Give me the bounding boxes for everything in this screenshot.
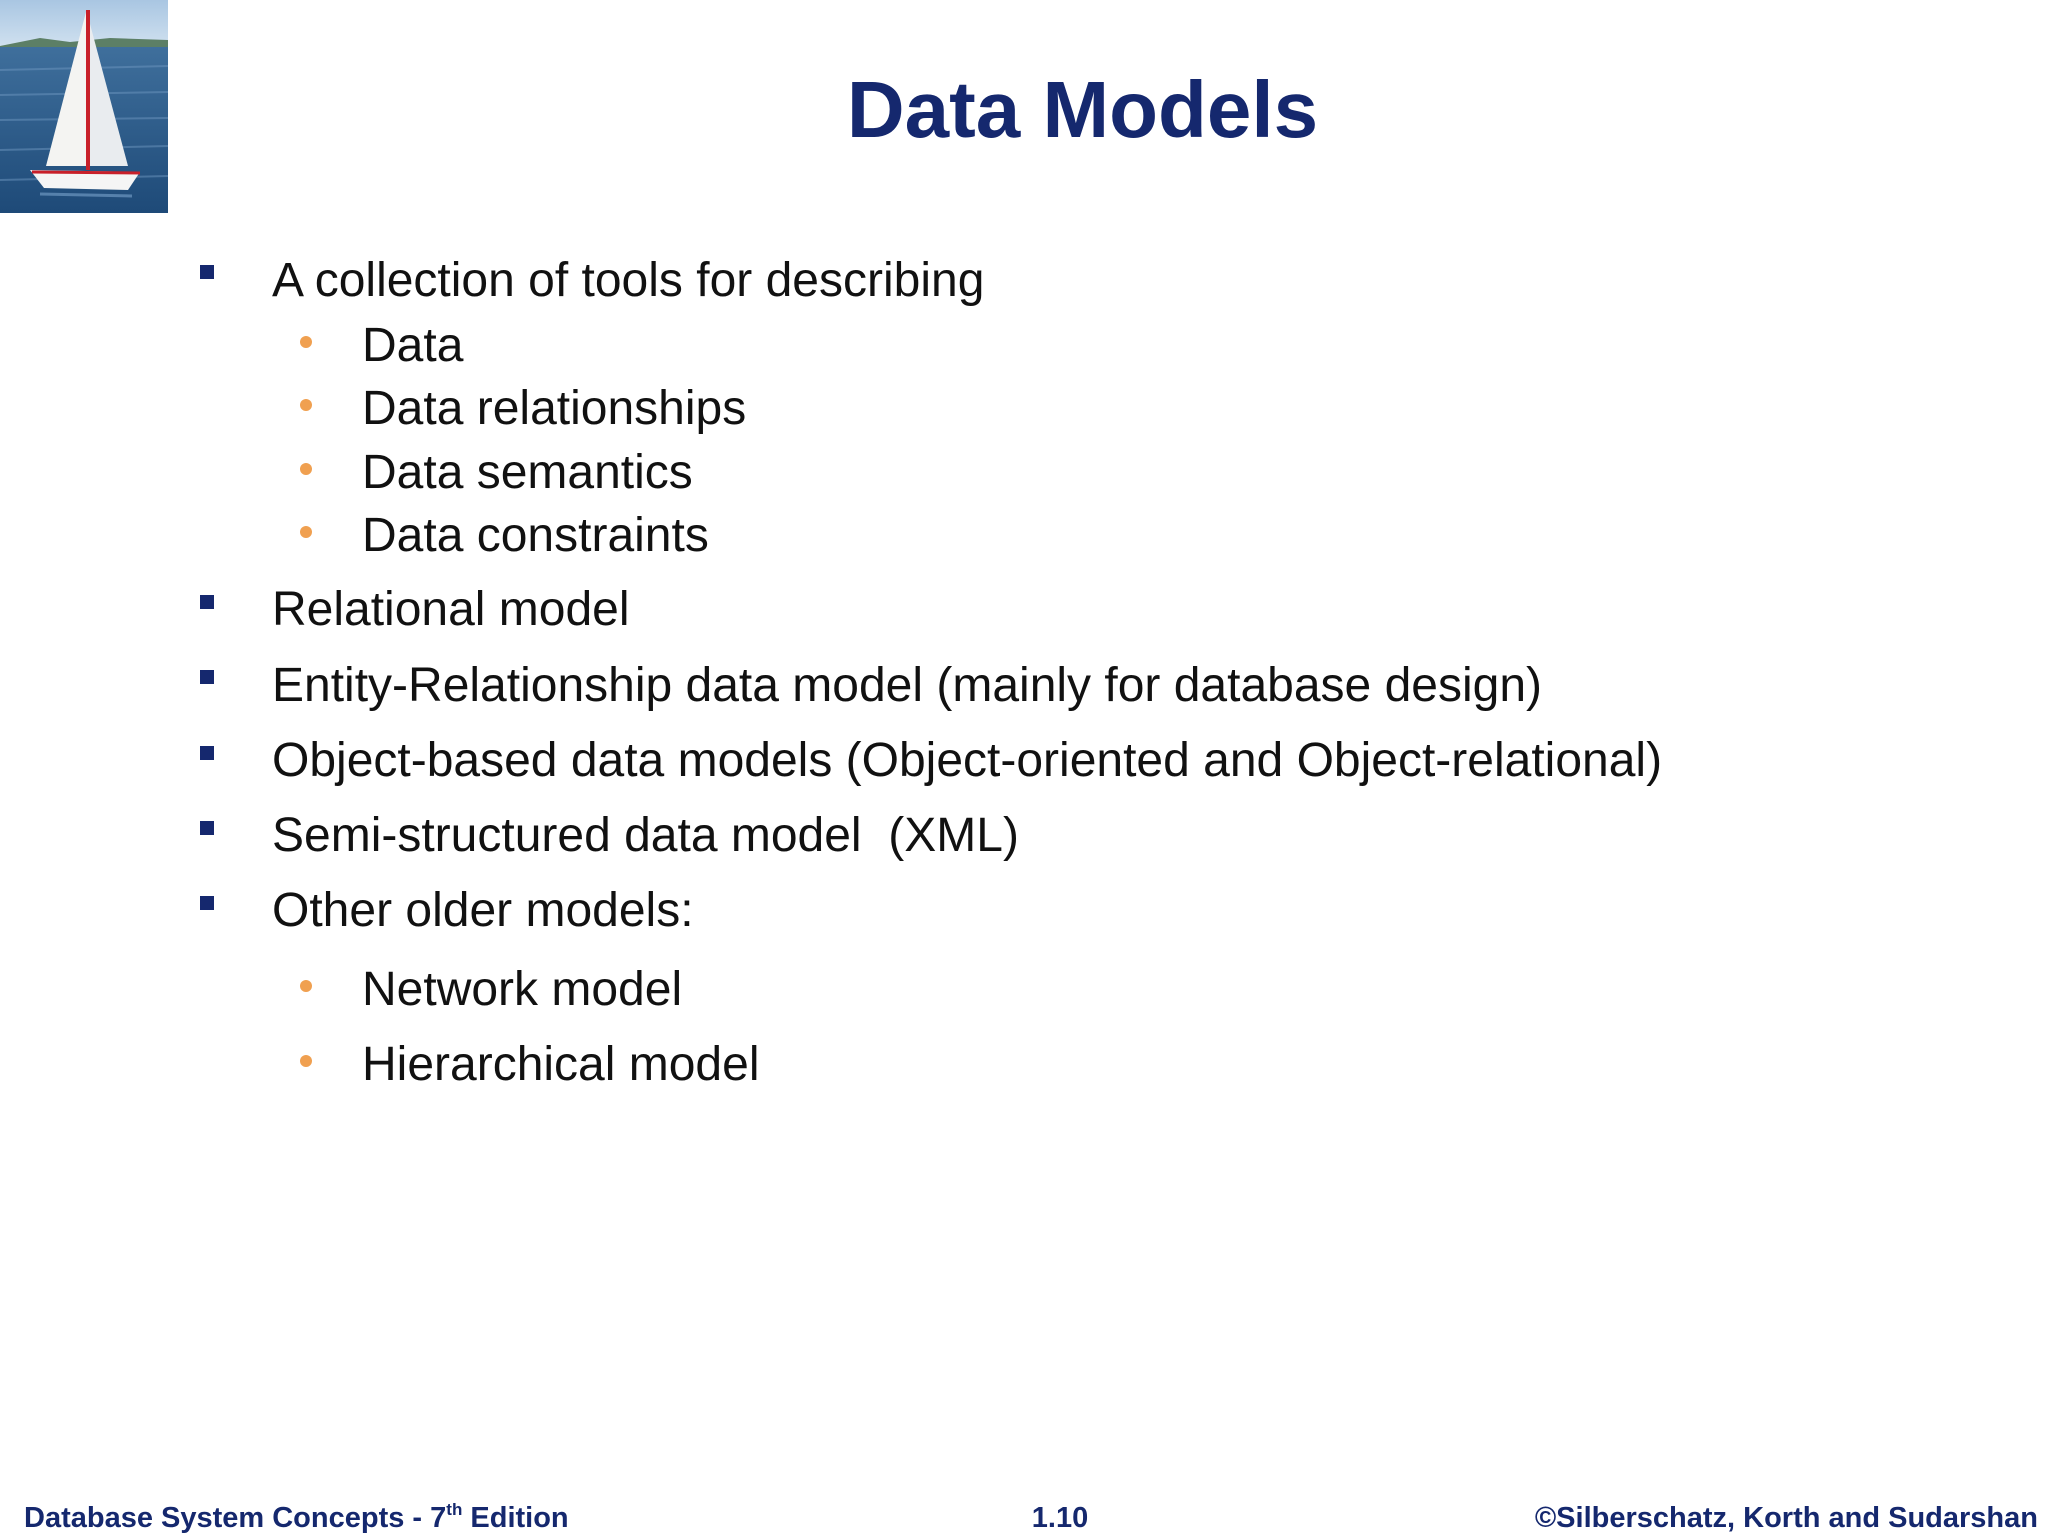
bullet-item-object-based-models: Object-based data models (Object-oriented and Object-relational) bbox=[272, 734, 1663, 787]
bullet-item-er-model: Entity-Relationship data model (mainly for database design) bbox=[272, 659, 1543, 712]
footer-edition-superscript: th bbox=[446, 1500, 463, 1519]
square-bullet-icon bbox=[200, 265, 214, 279]
footer-edition-text: Edition bbox=[462, 1502, 569, 1534]
square-bullet-icon bbox=[200, 896, 214, 910]
footer-copyright: ©Silberschatz, Korth and Sudarshan bbox=[1534, 1502, 2038, 1534]
square-bullet-icon bbox=[200, 670, 214, 684]
square-bullet-icon bbox=[200, 821, 214, 835]
sub-bullet-data: Data bbox=[362, 319, 464, 372]
footer-book-title bbox=[24, 1500, 569, 1536]
square-bullet-icon bbox=[200, 746, 214, 760]
square-bullet-icon bbox=[200, 595, 214, 609]
sub-bullet-hierarchical-model: Hierarchical model bbox=[362, 1038, 760, 1091]
round-bullet-icon bbox=[300, 399, 312, 411]
bullet-item-other-older-models: Other older models: bbox=[272, 884, 694, 937]
footer-book-text: Database System Concepts - 7 bbox=[24, 1502, 447, 1534]
round-bullet-icon bbox=[300, 463, 312, 475]
footer-page-number: 1.10 bbox=[1031, 1502, 1089, 1534]
sub-bullet-network-model: Network model bbox=[362, 963, 683, 1016]
bullet-item-tools: A collection of tools for describing bbox=[272, 254, 985, 307]
bullet-item-semi-structured-model: Semi-structured data model (XML) bbox=[272, 809, 1019, 862]
round-bullet-icon bbox=[300, 336, 312, 348]
sub-bullet-data-relationships: Data relationships bbox=[362, 382, 747, 435]
round-bullet-icon bbox=[300, 980, 312, 992]
round-bullet-icon bbox=[300, 526, 312, 538]
round-bullet-icon bbox=[300, 1055, 312, 1067]
slide-title: Data Models bbox=[846, 65, 1319, 154]
sub-bullet-data-semantics: Data semantics bbox=[362, 446, 693, 499]
bullet-item-relational-model: Relational model bbox=[272, 583, 630, 636]
sub-bullet-data-constraints: Data constraints bbox=[362, 509, 709, 562]
